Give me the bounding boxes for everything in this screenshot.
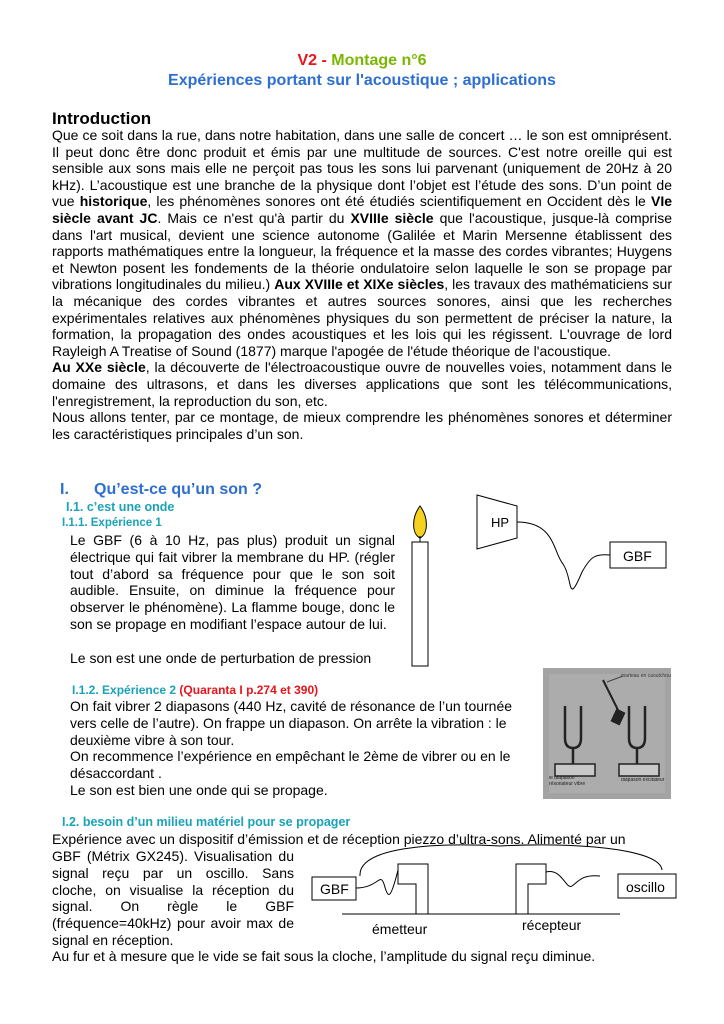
cable	[546, 872, 600, 887]
section-heading	[60, 481, 262, 499]
page-title	[0, 52, 724, 70]
intro-text: , les travaux des mathématiciens sur la mécanique des cordes vibrantes et autres sources sonores, ainsi que les recherches expérimentales relatives aux phénomènes physiques du son permettent de préciser la nature, la formation, la propagation des ondes acoustiques et les lois qui les régissent. L'ouvrage de lord Rayleigh A Treatise of Sound (1877) marque l'apogée de l'étude théorique de l'acoustique.	[52, 276, 672, 359]
gbf-label: GBF	[623, 548, 652, 564]
ultrasound-setup-diagram	[300, 844, 690, 944]
cable	[356, 870, 398, 894]
intro-body	[52, 127, 672, 442]
receiver-icon	[516, 864, 546, 914]
experiment-1-body: Le GBF (6 à 10 Hz, pas plus) produit un signal électrique qui fait vibrer la membrane du HP. (régler tout d’abord sa fréquence pour que le son soit audible. Ensuite, on diminue la fréquence pour observer le phénomène). La flamme bouge, donc le son se propage en modifiant l’espace autour de lui.	[70, 532, 395, 632]
intro-heading: Introduction	[52, 109, 152, 128]
hp-label: HP	[491, 515, 510, 530]
emitter-icon	[398, 864, 428, 914]
intro-paragraph-3: Nous allons tenter, par ce montage, de mieux comprendre les phénomènes sonores et déterminer les caractéristiques principales d’un son.	[52, 409, 672, 442]
subsubsection-heading: I.1.1. Expérience 1	[62, 517, 162, 529]
title-separator: -	[317, 52, 332, 69]
intro-bold: XVIIIe siècle	[350, 209, 434, 226]
intro-text: , les phénomènes sonores ont été étudiés scientifiquement en Occident dès le	[147, 193, 651, 210]
experiment-1-text	[70, 532, 395, 633]
candle-speaker-diagram	[395, 492, 685, 672]
intro-text: . Mais ce n'est qu'à partir du	[157, 209, 351, 226]
experiment-3-text: GBF (Métrix GX245). Visualisation du signal reçu par un oscillo. Sans cloche, on visualise la réception du signal. On règle le GBF (fréquence=40kHz) pour avoir max de signal en réception.	[52, 848, 294, 948]
subsubsection-heading-2	[72, 683, 318, 697]
gbf-label: GBF	[320, 881, 349, 897]
tuning-fork-photo	[543, 668, 671, 799]
intro-bold: VIe siècle avant JC	[52, 193, 672, 226]
cable	[517, 522, 610, 589]
section-title: Qu’est-ce qu’un son ?	[94, 481, 263, 498]
photo-label-top: marteau en caoutchouc	[621, 673, 671, 679]
receiver-label: récepteur	[522, 917, 582, 933]
photo-label-left: le diapason résonateur vibre	[549, 776, 586, 787]
experiment-3-last-line: Au fur et à mesure que le vide se fait sous la cloche, l’amplitude du signal reçu diminue.	[52, 948, 596, 964]
intro-bold: Au XXe siècle	[52, 359, 146, 376]
subsection-heading-2: I.2. besoin d’un milieu matériel pour se propager	[62, 815, 351, 829]
experiment-2-para-c: Le son est bien une onde qui se propage.	[70, 781, 328, 798]
experiment-1-conclusion: Le son est une onde de perturbation de pression	[70, 650, 372, 666]
experiment-2-text	[70, 698, 540, 799]
intro-text: que l'acoustique, jusque-là comprise dans l'art musical, devient une science autonome (Galilée et Marin Mersenne établissent des rapports mathématiques entre la longueur, la fréquence et la masse des cordes vibrantes; Huygens et Newton posent les fondements de la théorie ondulatoire selon laquelle le son se propage par vibrations longitudinales du milieu.)	[52, 209, 672, 293]
candle-icon	[412, 542, 428, 666]
oscillo-label: oscillo	[626, 879, 665, 895]
experiment-3-line-1: Expérience avec un dispositif d’émission et de réception piezzo d’ultra-sons. Alimenté par un	[52, 831, 626, 847]
emitter-label: émetteur	[372, 921, 428, 937]
title-v2: V2	[297, 52, 318, 69]
flame-icon	[414, 506, 427, 538]
page-subtitle: Expériences portant sur l'acoustique ; applications	[168, 72, 556, 89]
intro-paragraph-2	[52, 359, 672, 409]
title-montage: Montage n°6	[331, 52, 427, 69]
intro-bold: historique	[79, 193, 148, 210]
subsection-heading: I.1. c’est une onde	[66, 500, 175, 514]
experiment-2-para-a: On fait vibrer 2 diapasons (440 Hz, cavité de résonance de l’un tournée vers celle de l’autre). On frappe un diapason. On arrête la vibration : le deuxième vibre à son tour.	[70, 698, 513, 748]
intro-bold: Aux XVIIIe et XIXe siècles	[274, 276, 445, 293]
intro-text: , la découverte de l'électroacoustique ouvre de nouvelles voies, notamment dans le domaine des ultrasons, et dans les diverses applications que sont les télécommunications, l'enregistrement, la reproduction du son, etc.	[52, 359, 673, 409]
experiment-2-reference: (Quaranta I p.274 et 390)	[179, 683, 319, 697]
tuning-fork-illustration	[543, 668, 671, 799]
experiment-2-para-b: On recommence l’expérience en empêchant le 2ème de vibrer ou en le désaccordant .	[70, 748, 511, 782]
experiment-2-heading: I.1.2. Expérience 2	[72, 683, 180, 697]
section-number: I.	[60, 481, 69, 498]
intro-paragraph-1	[52, 127, 672, 359]
intro-text: Que ce soit dans la rue, dans notre habitation, dans une salle de concert … le son est omniprésent. Il peut donc être donc produit et émis par une multitude de sources. C'est notre oreille qui est sensible aux sons mais elle ne perçoit pas tous les sons lui parvenant (uniquement de 20Hz à 20 kHz). L’acoustique est une branche de la physique dont l’objet est l’étude des sons. D’un point de vue	[52, 127, 672, 210]
photo-label-right: diapason excitateur	[621, 778, 665, 783]
